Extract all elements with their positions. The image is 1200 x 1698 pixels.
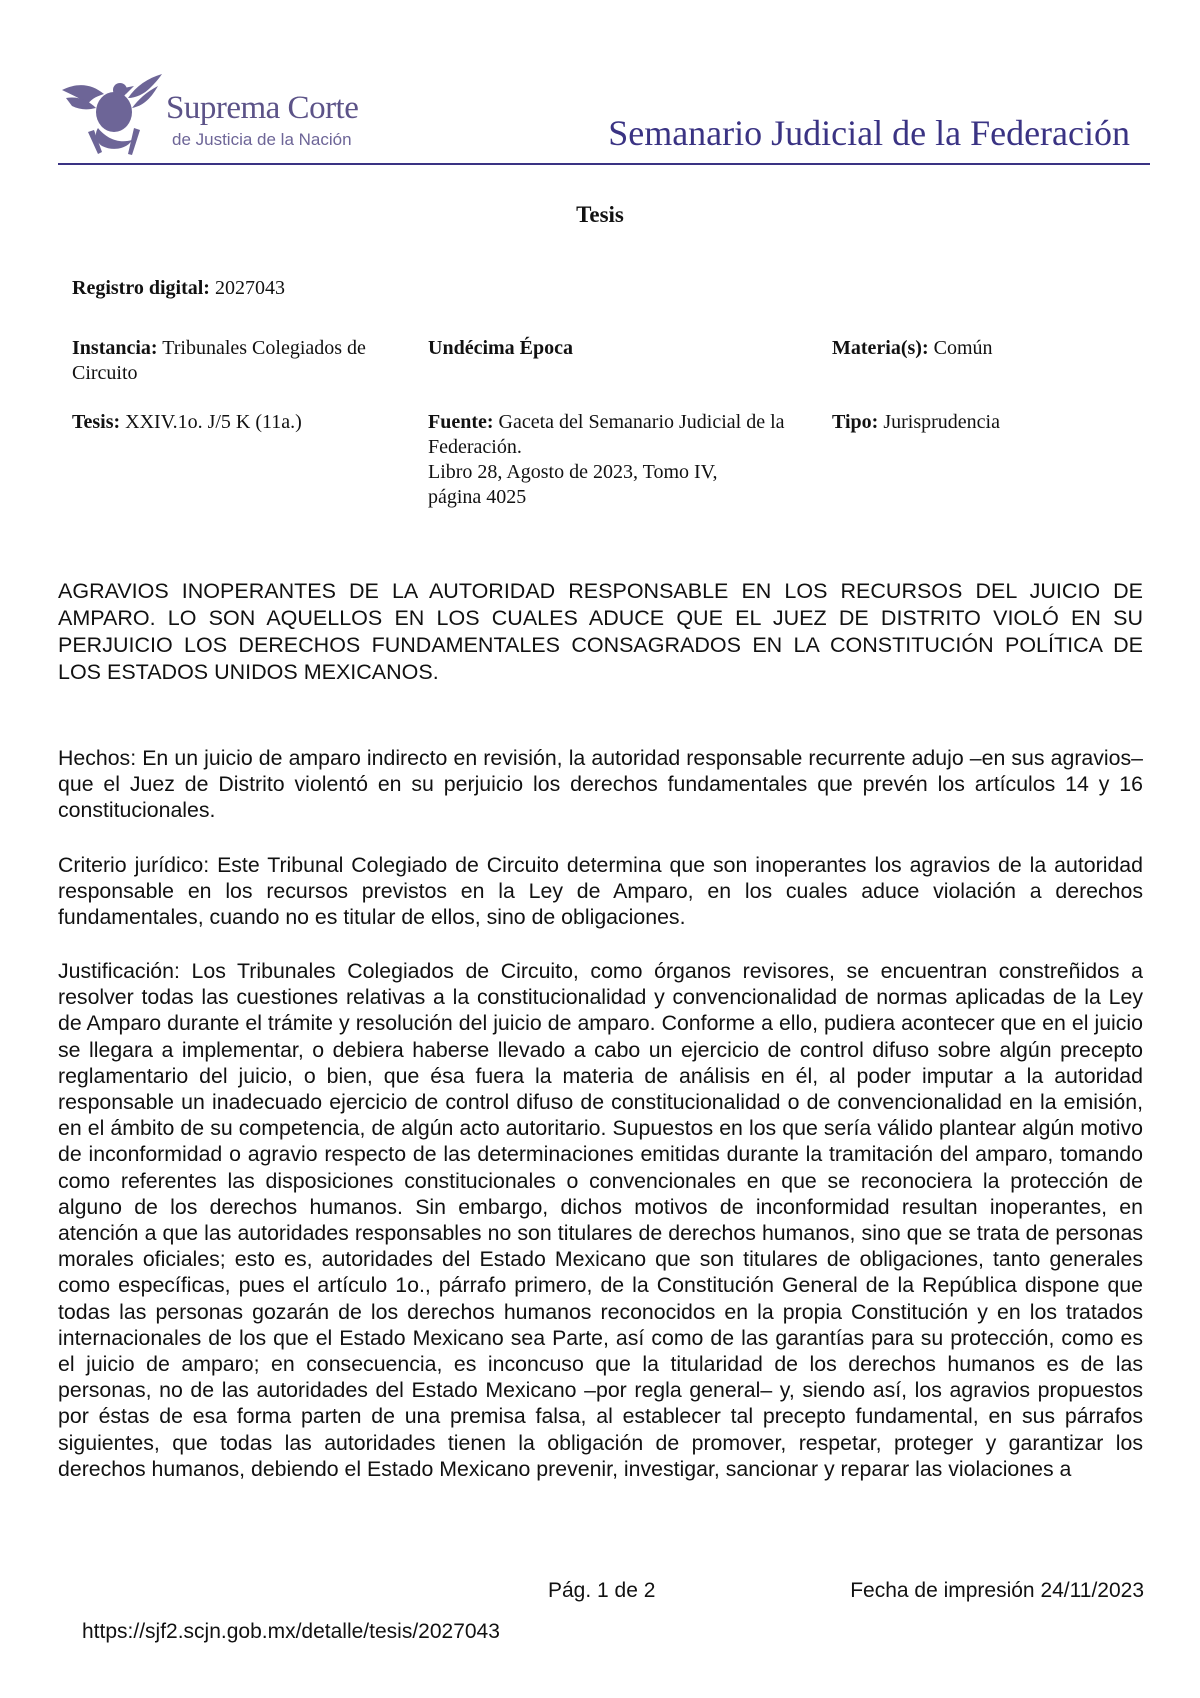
logo-subname: de Justicia de la Nación	[172, 130, 352, 149]
epoca-value: Undécima Época	[428, 337, 573, 359]
registro-value: 2027043	[214, 277, 285, 299]
scjn-logo	[58, 68, 368, 158]
materia	[832, 336, 1152, 361]
instancia	[72, 336, 412, 386]
fuente-detail-1: Libro 28, Agosto de 2023, Tomo IV,	[428, 461, 718, 483]
print-date: Fecha de impresión 24/11/2023	[850, 1579, 1144, 1602]
fuente-label: Fuente:	[428, 411, 494, 433]
epoca	[428, 336, 828, 361]
document-type: Tesis	[576, 202, 624, 227]
rubro-heading: AGRAVIOS INOPERANTES DE LA AUTORIDAD RESPONSABLE EN LOS RECURSOS DEL JUICIO DE AMPARO. LO SON AQUELLOS EN LOS CUALES ADUCE QUE EL JUEZ DE DISTRITO VIOLÓ EN SU PERJUICIO LOS DERECHOS FUNDAMENTALES CONSAGRADOS EN LA CONSTITUCIÓN POLÍTICA DE LOS ESTADOS UNIDOS MEXICANOS.	[58, 579, 1143, 684]
tipo-value: Jurisprudencia	[883, 411, 1000, 433]
criterio-paragraph: Criterio jurídico: Este Tribunal Colegiado de Circuito determina que son inoperantes los agravios de la autoridad responsable en los recursos previstos en la Ley de Amparo, en los cuales aduce violación a derechos fundamentales, cuando no es titular de ellos, sino de obligaciones.	[58, 853, 1143, 930]
tesis-number	[72, 410, 412, 435]
instancia-label: Instancia:	[72, 337, 158, 359]
materia-label: Materia(s):	[832, 337, 929, 359]
registro-label: Registro digital:	[72, 277, 210, 299]
page-header	[58, 58, 1150, 164]
hechos-paragraph: Hechos: En un juicio de amparo indirecto en revisión, la autoridad responsable recurrente adujo –en sus agravios– que el Juez de Distrito violentó en su perjuicio los derechos fundamentales que prevén los artículos 14 y 16 constitucionales.	[58, 746, 1143, 823]
tipo-label: Tipo:	[832, 411, 879, 433]
tesis-label: Tesis:	[72, 411, 121, 433]
tesis-value: XXIV.1o. J/5 K (11a.)	[125, 411, 302, 433]
header-divider	[58, 163, 1150, 165]
tipo	[832, 410, 1152, 435]
materia-value: Común	[933, 337, 993, 359]
fuente	[428, 410, 818, 510]
eagle-seal-icon	[58, 68, 168, 158]
logo-name: Suprema Corte	[166, 90, 359, 126]
fuente-value: Gaceta del Semanario Judicial de la Federación.	[428, 411, 785, 458]
page-number: Pág. 1 de 2	[548, 1579, 656, 1602]
justificacion-paragraph: Justificación: Los Tribunales Colegiados de Circuito, como órganos revisores, se encuentran constreñidos a resolver todas las cuestiones relativas a la constitucionalidad y convencionalidad de normas aplicadas de la Ley de Amparo durante el trámite y resolución del juicio de amparo. Conforme a ello, pudiera acontecer que en el juicio se llegara a implementar, o debiera haberse llevado a cabo un ejercicio de control difuso sobre algún precepto reglamentario del juicio, o bien, que ésa fuera la materia de análisis en él, al poder imputar a la autoridad responsable un inadecuado ejercicio de control difuso de constitucionalidad o de convencionalidad en la emisión, en el ámbito de su competencia, de algún acto autoritario. Supuestos en los que sería válido plantear algún motivo de inconformidad o agravio respecto de las determinaciones emitidas durante la tramitación del amparo, tomando como referentes las disposiciones constitucionales o convencionales en que se reconociera la protección de alguno de los derechos humanos. Sin embargo, dichos motivos de inconformidad resultan inoperantes, en atención a que las autoridades responsables no son titulares de derechos humanos, sino que se trata de personas morales oficiales; esto es, autoridades del Estado Mexicano que son titulares de obligaciones, tanto generales como específicas, pues el artículo 1o., párrafo primero, de la Constitución General de la República dispone que todas las personas gozarán de los derechos humanos reconocidos en la propia Constitución y en los tratados internacionales de los que el Estado Mexicano sea Parte, así como de las garantías para su protección, como es el juicio de amparo; en consecuencia, es inconcuso que la titularidad de los derechos humanos es de las personas, no de las autoridades del Estado Mexicano –por regla general– y, siendo así, los agravios propuestos por éstas de esa forma parten de una premisa falsa, al establecer tal precepto fundamental, en sus párrafos siguientes, que todas las autoridades tienen la obligación de promover, respetar, proteger y garantizar los derechos humanos, debiendo el Estado Mexicano prevenir, investigar, sancionar y reparar las violaciones a	[58, 959, 1143, 1481]
document-url: https://sjf2.scjn.gob.mx/detalle/tesis/2027043	[82, 1620, 500, 1643]
publication-title: Semanario Judicial de la Federación	[608, 113, 1130, 153]
registro-digital	[72, 276, 772, 301]
fuente-detail-2: página 4025	[428, 486, 527, 508]
instancia-value: Tribunales Colegiados de Circuito	[72, 337, 366, 384]
